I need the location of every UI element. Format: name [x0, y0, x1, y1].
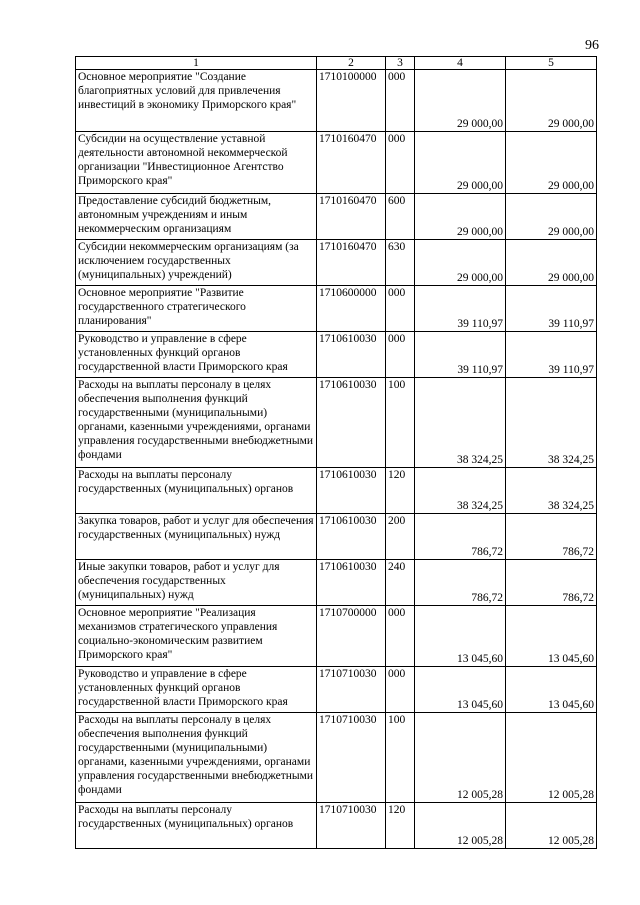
header-col-2: 2 [317, 57, 386, 70]
amount-col-5: 39 110,97 [506, 332, 597, 378]
expense-type: 000 [386, 70, 415, 132]
target-code: 1710100000 [317, 70, 386, 132]
row-name: Основное мероприятие "Развитие государственного стратегического планирования" [76, 286, 317, 332]
header-row [76, 57, 597, 70]
amount-col-5: 13 045,60 [506, 667, 597, 713]
amount-col-4: 786,72 [415, 514, 506, 560]
expense-type: 100 [386, 713, 415, 803]
expense-type: 120 [386, 468, 415, 514]
target-code: 1710700000 [317, 606, 386, 667]
expense-type: 240 [386, 560, 415, 606]
row-name: Основное мероприятие "Реализация механизмов стратегического управления социально-экономическим развитием Приморского края" [76, 606, 317, 667]
target-code: 1710600000 [317, 286, 386, 332]
header-col-5: 5 [506, 57, 597, 70]
table-row [76, 194, 597, 240]
expense-type: 000 [386, 332, 415, 378]
amount-col-5: 29 000,00 [506, 194, 597, 240]
amount-col-5: 12 005,28 [506, 713, 597, 803]
amount-col-5: 38 324,25 [506, 378, 597, 468]
table-row [76, 667, 597, 713]
page-number: 96 [585, 38, 599, 53]
target-code: 1710160470 [317, 132, 386, 194]
row-name: Расходы на выплаты персоналу государственных (муниципальных) органов [76, 803, 317, 849]
amount-col-4: 786,72 [415, 560, 506, 606]
amount-col-4: 12 005,28 [415, 803, 506, 849]
amount-col-4: 29 000,00 [415, 240, 506, 286]
expense-type: 100 [386, 378, 415, 468]
target-code: 1710610030 [317, 514, 386, 560]
row-name: Субсидии некоммерческим организациям (за исключением государственных (муниципальных) учреждений) [76, 240, 317, 286]
table-row [76, 468, 597, 514]
amount-col-4: 29 000,00 [415, 132, 506, 194]
amount-col-4: 13 045,60 [415, 667, 506, 713]
table-row [76, 514, 597, 560]
table-row [76, 713, 597, 803]
amount-col-4: 38 324,25 [415, 468, 506, 514]
amount-col-5: 29 000,00 [506, 70, 597, 132]
amount-col-5: 29 000,00 [506, 132, 597, 194]
amount-col-5: 39 110,97 [506, 286, 597, 332]
table-row [76, 378, 597, 468]
expense-type: 200 [386, 514, 415, 560]
row-name: Руководство и управление в сфере установленных функций органов государственной власти Приморского края [76, 667, 317, 713]
table-row [76, 803, 597, 849]
target-code: 1710710030 [317, 713, 386, 803]
target-code: 1710610030 [317, 332, 386, 378]
expense-type: 000 [386, 667, 415, 713]
amount-col-5: 786,72 [506, 514, 597, 560]
amount-col-4: 12 005,28 [415, 713, 506, 803]
target-code: 1710160470 [317, 240, 386, 286]
amount-col-5: 29 000,00 [506, 240, 597, 286]
budget-table [75, 56, 597, 849]
header-col-1: 1 [76, 57, 317, 70]
amount-col-4: 13 045,60 [415, 606, 506, 667]
row-name: Расходы на выплаты персоналу в целях обеспечения выполнения функций государственными (муниципальными) органами, казенными учреждениями, органами управления государственными внебюджетными фондами [76, 713, 317, 803]
amount-col-5: 13 045,60 [506, 606, 597, 667]
table-row [76, 132, 597, 194]
amount-col-5: 38 324,25 [506, 468, 597, 514]
target-code: 1710610030 [317, 560, 386, 606]
row-name: Предоставление субсидий бюджетным, автономным учреждениям и иным некоммерческим организациям [76, 194, 317, 240]
amount-col-4: 38 324,25 [415, 378, 506, 468]
row-name: Руководство и управление в сфере установленных функций органов государственной власти Приморского края [76, 332, 317, 378]
target-code: 1710160470 [317, 194, 386, 240]
row-name: Иные закупки товаров, работ и услуг для обеспечения государственных (муниципальных) нужд [76, 560, 317, 606]
amount-col-4: 39 110,97 [415, 332, 506, 378]
target-code: 1710710030 [317, 667, 386, 713]
expense-type: 600 [386, 194, 415, 240]
header-col-3: 3 [386, 57, 415, 70]
row-name: Расходы на выплаты персоналу в целях обеспечения выполнения функций государственными (муниципальными) органами, казенными учреждениями, органами управления государственными внебюджетными фондами [76, 378, 317, 468]
row-name: Основное мероприятие "Создание благоприятных условий для привлечения инвестиций в экономику Приморского края" [76, 70, 317, 132]
expense-type: 630 [386, 240, 415, 286]
target-code: 1710710030 [317, 803, 386, 849]
row-name: Расходы на выплаты персоналу государственных (муниципальных) органов [76, 468, 317, 514]
table-row [76, 70, 597, 132]
row-name: Закупка товаров, работ и услуг для обеспечения государственных (муниципальных) нужд [76, 514, 317, 560]
amount-col-4: 29 000,00 [415, 194, 506, 240]
header-col-4: 4 [415, 57, 506, 70]
expense-type: 120 [386, 803, 415, 849]
amount-col-4: 29 000,00 [415, 70, 506, 132]
row-name: Субсидии на осуществление уставной деятельности автономной некоммерческой организации "Инвестиционное Агентство Приморского края" [76, 132, 317, 194]
amount-col-4: 39 110,97 [415, 286, 506, 332]
expense-type: 000 [386, 286, 415, 332]
table-row [76, 606, 597, 667]
expense-type: 000 [386, 606, 415, 667]
table-row [76, 332, 597, 378]
table-row [76, 240, 597, 286]
table-row [76, 286, 597, 332]
expense-type: 000 [386, 132, 415, 194]
amount-col-5: 12 005,28 [506, 803, 597, 849]
target-code: 1710610030 [317, 468, 386, 514]
amount-col-5: 786,72 [506, 560, 597, 606]
target-code: 1710610030 [317, 378, 386, 468]
table-row [76, 560, 597, 606]
